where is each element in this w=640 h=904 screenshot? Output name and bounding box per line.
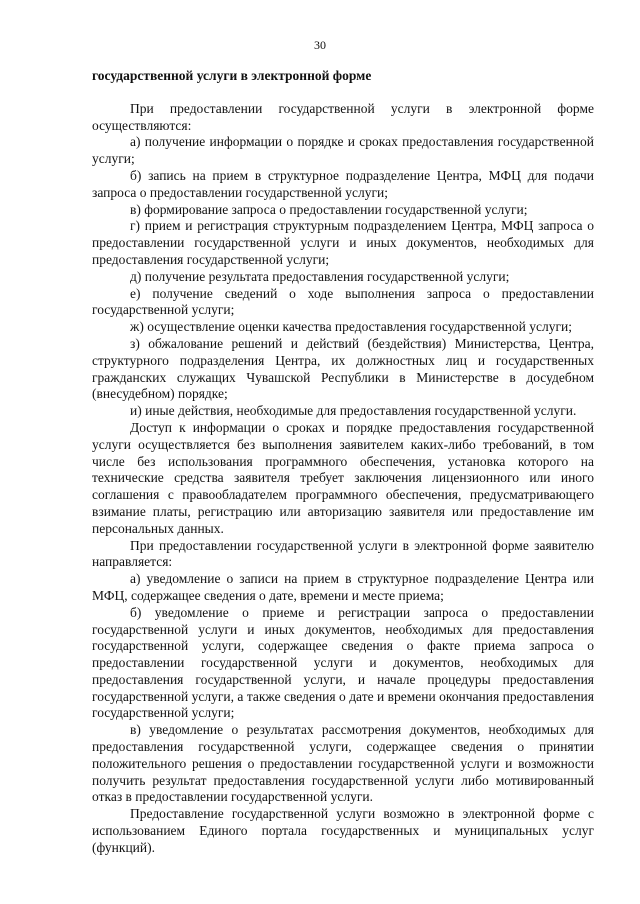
- paragraph: б) запись на прием в структурное подразделение Центра, МФЦ для подачи запроса о предоставлении государственной услуги;: [92, 167, 594, 200]
- page-number: 30: [314, 38, 326, 52]
- paragraph: в) формирование запроса о предоставлении государственной услуги;: [130, 201, 528, 217]
- paragraph: При предоставлении государственной услуги в электронной форме заявителю направляется:: [92, 537, 594, 570]
- paragraph: Предоставление государственной услуги возможно в электронной форме с использованием Единого портала государственных и муниципальных услуг (функций).: [92, 806, 594, 855]
- paragraph: а) получение информации о порядке и сроках предоставления государственной услуги;: [92, 134, 594, 167]
- paragraph: в) уведомление о результатах рассмотрения документов, необходимых для предоставления государственной услуги, содержащее сведения о принятии положительного решения о предоставлении государственной услуги и возможности получить результат предоставления государственной услуги либо мотивированный отказ в предоставлении государственной услуги.: [92, 722, 594, 805]
- paragraph: ж) осуществление оценки качества предоставления государственной услуги;: [130, 319, 573, 335]
- paragraph: г) прием и регистрация структурным подразделением Центра, МФЦ запроса о предоставлении государственной услуги и иных документов, необходимых для предоставления государственной услуги;: [92, 218, 594, 267]
- paragraph: и) иные действия, необходимые для предоставления государственной услуги.: [130, 403, 577, 419]
- paragraph: а) уведомление о записи на прием в структурное подразделение Центра или МФЦ, содержащее сведения о дате, времени и месте приема;: [92, 571, 594, 603]
- paragraph: При предоставлении государственной услуги в электронной форме осуществляются:: [92, 100, 594, 133]
- paragraph: д) получение результата предоставления государственной услуги;: [130, 268, 510, 284]
- paragraph: б) уведомление о приеме и регистрации запроса о предоставлении государственной услуги и иных документов, необходимых для предоставления государственной услуги, содержащее сведения о факте приема запроса о предоставлении государственной услуги и документов, необходимых для предоставления государственной услуги, и начале процедуры предоставления государственной услуги, а также сведения о дате и времени окончания предоставления государственной услуги;: [92, 604, 594, 721]
- paragraph: Доступ к информации о сроках и порядке предоставления государственной услуги осуществляется без выполнения заявителем каких-либо требований, в том числе без использования программного обеспечения, установка которого на технические средства заявителя требует заключения лицензионного или иного соглашения с правообладателем программного обеспечения, предусматривающего взимание платы, регистрацию или авторизацию заявителя или предоставление им персональных данных.: [92, 419, 594, 536]
- document-body: [92, 68, 594, 857]
- paragraph: е) получение сведений о ходе выполнения запроса о предоставлении государственной услуги;: [92, 285, 594, 318]
- section-heading: государственной услуги в электронной форме: [92, 68, 372, 83]
- paragraph: з) обжалование решений и действий (бездействия) Министерства, Центра, структурного подразделения Центра, их должностных лиц и государственных гражданских служащих Чувашской Республики в Министерстве в досудебном (внесудебном) порядке;: [92, 335, 594, 402]
